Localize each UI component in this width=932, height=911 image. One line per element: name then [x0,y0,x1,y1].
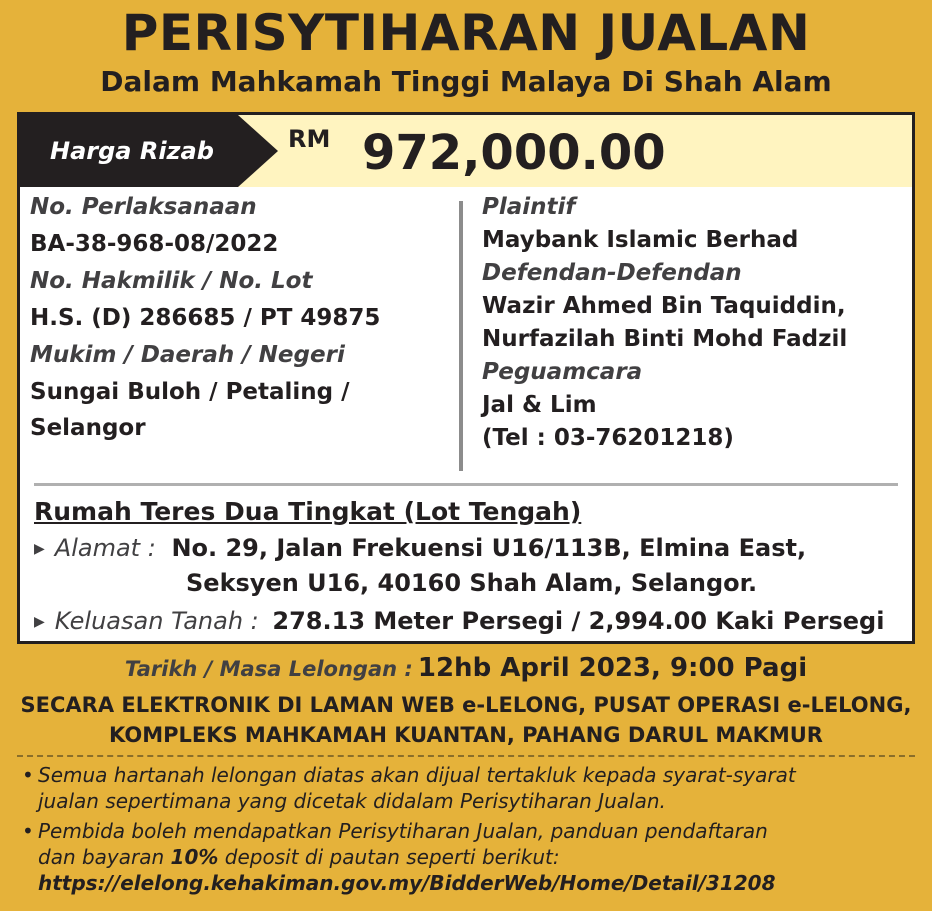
auction-datetime-label: Tarikh / Masa Lelongan : [124,657,413,681]
bidder-link[interactable]: https://elelong.kehakiman.gov.my/BidderWeb/Home/Detail/31208 [38,871,776,895]
note1-line1: Semua hartanah lelongan diatas akan dijual tertakluk kepada syarat-syarat [38,763,796,787]
note2-line2-start: dan bayaran [38,845,165,869]
page-subtitle: Dalam Mahkamah Tinggi Malaya Di Shah Alam [100,65,832,98]
location-value-line1: Sungai Buloh / Petaling / [30,379,350,405]
title-no-label: No. Hakmilik / No. Lot [30,268,313,294]
land-area-row [34,604,884,639]
lawyer-phone: (Tel : 03-76201218) [482,425,734,451]
dashed-divider [17,755,915,757]
bullet-icon: • [22,819,34,843]
address-row [34,531,806,566]
note-item [22,762,922,814]
plaintiff-value: Maybank Islamic Berhad [482,227,799,253]
column-divider [459,201,463,471]
plaintiff-label: Plaintif [482,194,576,220]
reserve-price-currency: RM [288,125,331,153]
defendants-label: Defendan-Defendan [482,260,742,286]
reserve-price-label: Harga Rizab [50,137,214,165]
reserve-price-bar [20,115,912,187]
section-divider [34,483,898,486]
location-label: Mukim / Daerah / Negeri [30,342,345,368]
defendants-value-line2: Nurfazilah Binti Mohd Fadzil [482,326,848,352]
bullet-icon: • [22,763,34,787]
auction-datetime [0,648,932,691]
land-area-label: Keluasan Tanah : [54,607,259,635]
address-line2: Seksyen U16, 40160 Shah Alam, Selangor. [186,569,758,597]
title-no-value: H.S. (D) 286685 / PT 49875 [30,305,381,331]
page-title: PERISYTIHARAN JUALAN [121,4,811,62]
parties-column [482,191,910,455]
defendants-value-line1: Wazir Ahmed Bin Taquiddin, [482,293,846,319]
case-details-column [30,191,450,445]
address-line1: No. 29, Jalan Frekuensi U16/113B, Elmina East, [171,534,807,562]
note2-line2-end: deposit di pautan seperti berikut: [224,845,560,869]
execution-no-value: BA-38-968-08/2022 [30,231,279,257]
address-label: Alamat : [54,534,156,562]
location-value-line2: Selangor [30,415,146,441]
property-type: Rumah Teres Dua Tingkat (Lot Tengah) [34,497,582,526]
details-panel [17,112,915,644]
deposit-percent: 10% [170,845,219,869]
auction-datetime-value: 12hb April 2023, 9:00 Pagi [417,653,808,683]
note-item [22,818,922,896]
lawyer-label: Peguamcara [482,359,643,385]
triangle-bullet-icon: ▶ [34,541,45,557]
reserve-price-amount: 972,000.00 [362,125,666,181]
lawyer-value: Jal & Lim [482,392,597,418]
note1-line2: jualan sepertimana yang dicetak didalam Perisytiharan Jualan. [38,789,666,813]
triangle-bullet-icon: ▶ [34,614,45,630]
note2-line1: Pembida boleh mendapatkan Perisytiharan Jualan, panduan pendaftaran [38,819,768,843]
auction-venue-line2: KOMPLEKS MAHKAMAH KUANTAN, PAHANG DARUL MAKMUR [109,723,823,747]
land-area-value: 278.13 Meter Persegi / 2,994.00 Kaki Persegi [272,607,885,635]
auction-venue [0,690,932,750]
note2-line2 [38,844,922,870]
auction-venue-line1: SECARA ELEKTRONIK DI LAMAN WEB e-LELONG, PUSAT OPERASI e-LELONG, [20,693,912,717]
execution-no-label: No. Perlaksanaan [30,194,257,220]
notes-section [22,762,922,896]
